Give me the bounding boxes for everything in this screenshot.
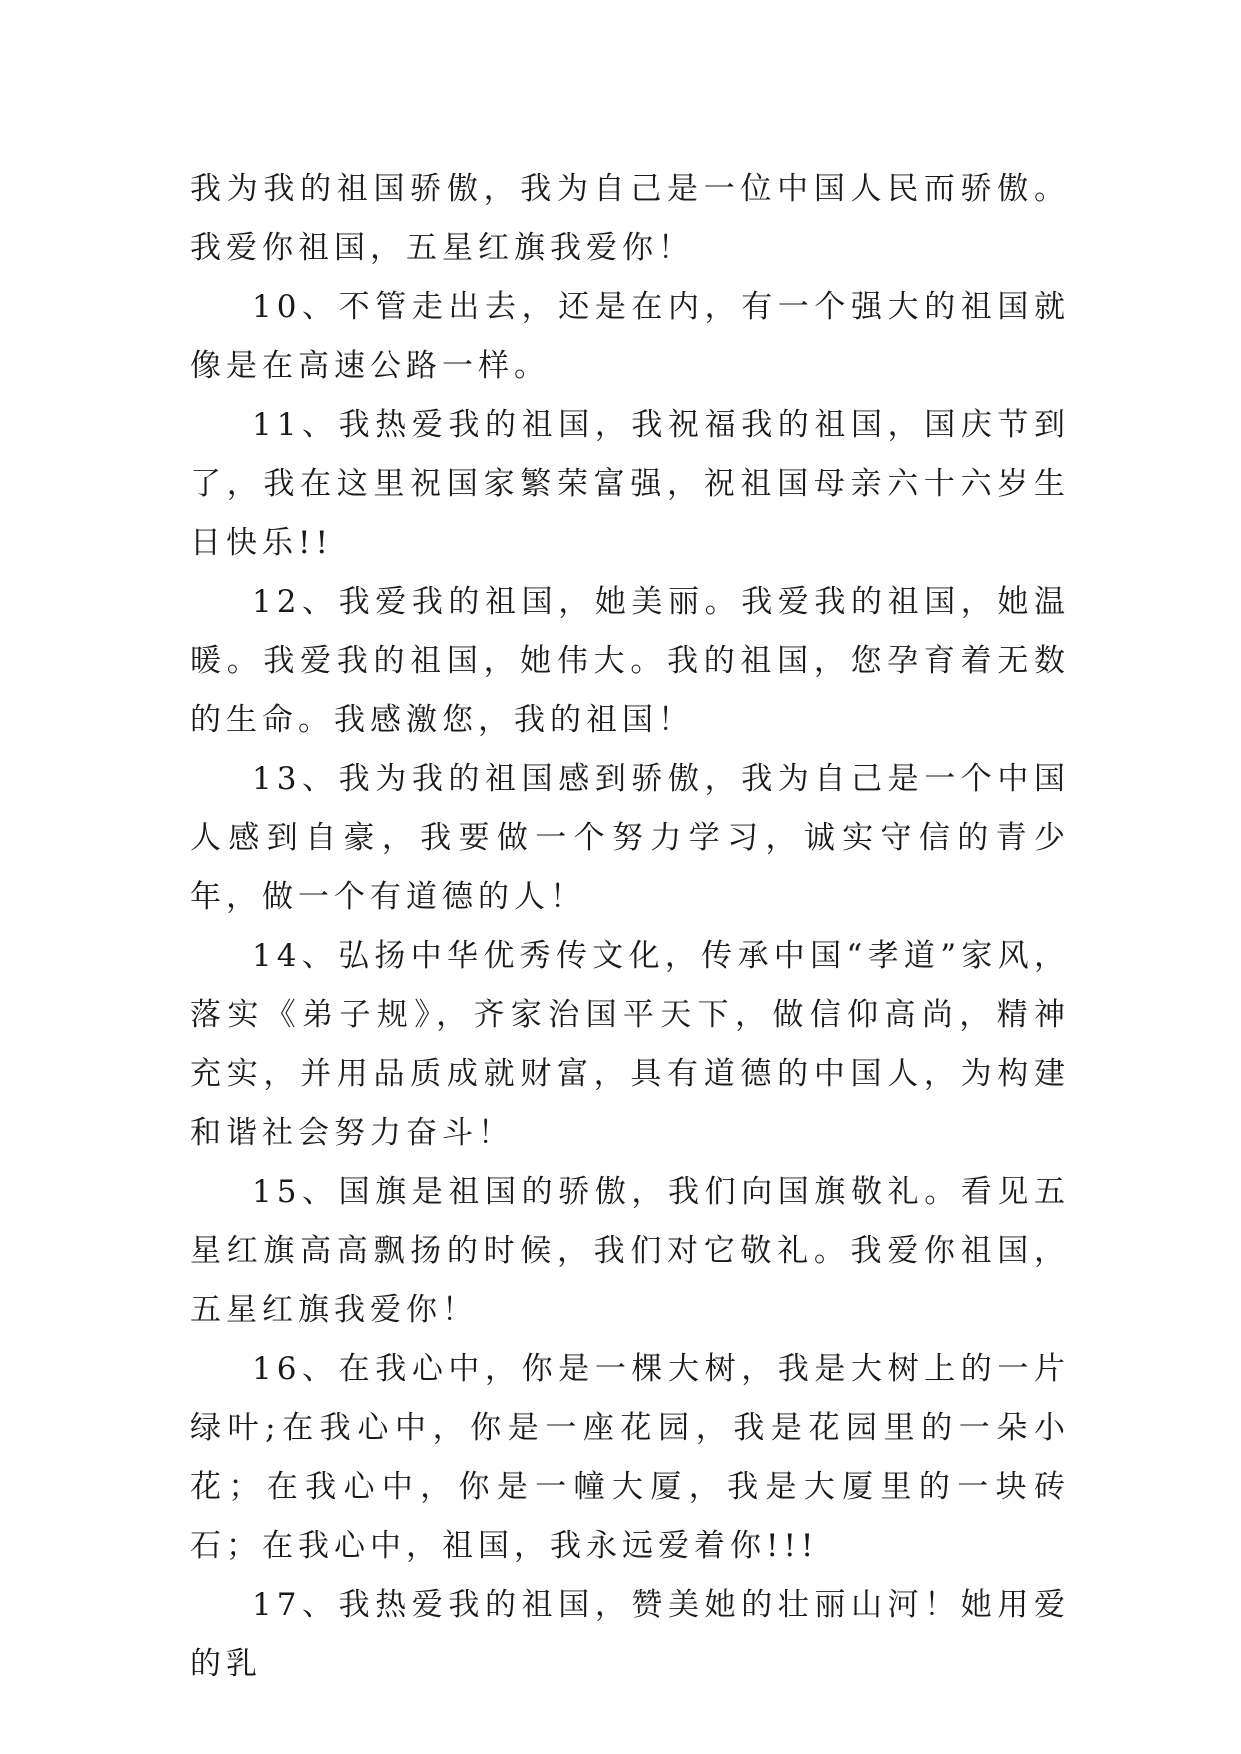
paragraph-7: 15、国旗是祖国的骄傲，我们向国旗敬礼。看见五星红旗高高飘扬的时候，我们对它敬礼。我爱你祖国，五星红旗我爱你！	[190, 1174, 1070, 1328]
paragraph-1: 我为我的祖国骄傲，我为自己是一位中国人民而骄傲。我爱你祖国，五星红旗我爱你！	[190, 171, 1070, 266]
paragraph-4: 12、我爱我的祖国，她美丽。我爱我的祖国，她温暖。我爱我的祖国，她伟大。我的祖国，您孕育着无数的生命。我感激您，我的祖国！	[190, 584, 1070, 738]
paragraph-9: 17、我热爱我的祖国，赞美她的壮丽山河！她用爱的乳	[190, 1587, 1070, 1682]
paragraph-2: 10、不管走出去，还是在内，有一个强大的祖国就像是在高速公路一样。	[190, 289, 1070, 384]
paragraph-5: 13、我为我的祖国感到骄傲，我为自己是一个中国人感到自豪，我要做一个努力学习，诚实守信的青少年，做一个有道德的人！	[190, 761, 1070, 915]
paragraph-6: 14、弘扬中华优秀传文化，传承中国“孝道”家风，落实《弟子规》，齐家治国平天下，做信仰高尚，精神充实，并用品质成就财富，具有道德的中国人，为构建和谐社会努力奋斗！	[190, 938, 1070, 1151]
document-body	[190, 160, 1070, 1694]
paragraph-8: 16、在我心中，你是一棵大树，我是大树上的一片绿叶;在我心中，你是一座花园，我是花园里的一朵小花；在我心中，你是一幢大厦，我是大厦里的一块砖石；在我心中，祖国，我永远爱着你!!!	[190, 1351, 1070, 1564]
paragraph-3: 11、我热爱我的祖国，我祝福我的祖国，国庆节到了，我在这里祝国家繁荣富强，祝祖国母亲六十六岁生日快乐!!	[190, 407, 1070, 561]
